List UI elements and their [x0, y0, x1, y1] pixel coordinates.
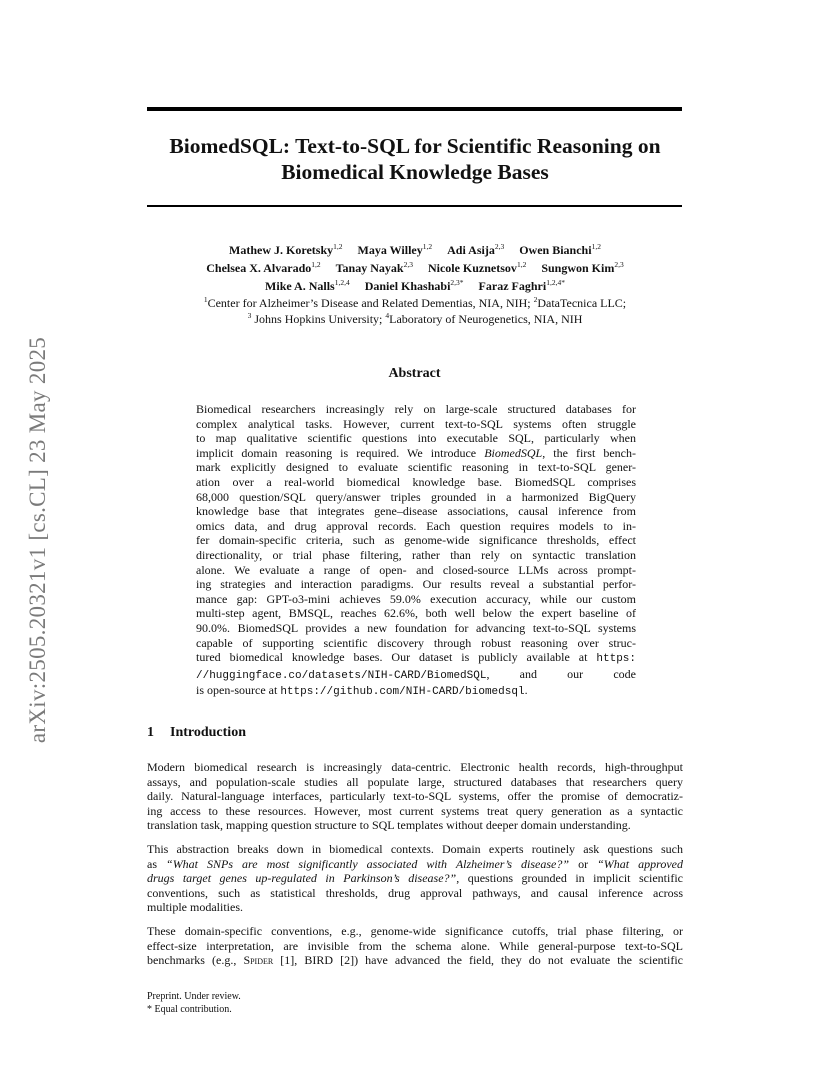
example-question-2-start: “What approved — [597, 856, 684, 871]
abstract-line: fer domain-specific criteria, such as genome-wide significance thresholds, effect — [196, 533, 636, 548]
abstract-line: knowledge base that integrates gene–disease associations, causal inference from — [196, 504, 636, 519]
abstract-line: tured biomedical knowledge bases. Our dataset is publicly available at https: — [196, 650, 636, 666]
dataset-link[interactable]: //huggingface.co/datasets/NIH-CARD/BiomedSQL — [196, 669, 487, 682]
body-line: as “What SNPs are most significantly associated with Alzheimer’s disease?” or “What approved — [147, 856, 684, 871]
example-question-2-end: drugs target genes up-regulated in Parkinson’s disease?” — [147, 871, 457, 886]
abstract-line: mark explicitly designed to evaluate scientific reasoning in text-to-SQL gener- — [196, 460, 636, 475]
abstract-line: alone. We evaluate a range of open- and closed-source LLMs across prompt- — [196, 562, 636, 577]
abstract-line: to map qualitative scientific questions into executable SQL, particularly when — [196, 431, 636, 446]
section-title: Introduction — [170, 725, 246, 740]
intro-paragraph-1 — [147, 760, 683, 833]
abstract-line: Biomedical researchers increasingly rely on large-scale structured databases for — [196, 402, 636, 416]
abstract-line: 90.0%. BiomedSQL provides a new foundation for advancing text-to-SQL systems — [196, 620, 636, 635]
example-question-1: “What SNPs are most significantly associated with Alzheimer’s disease?” — [166, 856, 570, 871]
code-repo-link[interactable]: https://github.com/NIH-CARD/biomedsql — [280, 686, 525, 699]
abstract-line: //huggingface.co/datasets/NIH-CARD/BiomedSQL, and our code — [196, 666, 636, 682]
abstract-line: multi-step agent, BMSQL, reaches 62.6%, both well below the expert baseline of — [196, 606, 636, 621]
affiliation-line-2: $^3$ Johns Hopkins University; $^4$Laboratory of Neurogenetics, NIA, NIH — [247, 311, 583, 326]
abstract-line: directionality, or trial phase filtering, rather than rely on syntactic translation — [196, 547, 636, 562]
abstract-line: implicit domain reasoning is required. We introduce BiomedSQL, the first bench- — [196, 445, 637, 460]
abstract-line: ation over a real-world biomedical knowledge base. BiomedSQL comprises — [196, 474, 636, 489]
page-footer — [147, 990, 241, 1016]
author: Faraz Faghri$^{1,2,4*}$ — [478, 278, 565, 293]
intro-paragraph-3 — [147, 924, 683, 968]
abstract-line: capable of supporting scientific discovery through robust reasoning over struc- — [196, 635, 636, 650]
author: Mike A. Nalls$^{1,2,4}$ — [265, 278, 350, 293]
author-line-3 — [130, 277, 700, 295]
author-list — [130, 241, 700, 295]
author-line-2 — [130, 259, 700, 277]
benchmark-name-emphasis: BiomedSQL — [484, 445, 543, 460]
author: Daniel Khashabi$^{2,3*}$ — [364, 278, 464, 293]
author-line-1 — [130, 241, 700, 259]
body-line: multiple modalities. — [147, 900, 243, 915]
paper-title — [130, 133, 700, 185]
arxiv-identifier-stamp — [22, 300, 54, 780]
author: Adi Asija$^{2,3}$ — [447, 242, 505, 257]
author: Mathew J. Koretsky$^{1,2}$ — [229, 242, 343, 257]
section-number: 1 — [147, 725, 154, 740]
title-line-1: BiomedSQL: Text-to-SQL for Scientific Reasoning on — [169, 134, 661, 158]
body-line: conventions, such as statistical thresholds, drug approval pathways, and causal inference across — [147, 885, 683, 900]
abstract-line: omics data, and drug approval records. Each question requires models to in- — [196, 518, 636, 533]
abstract-heading: Abstract — [388, 366, 441, 381]
footer-equal-contribution: * Equal contribution. — [147, 1004, 232, 1015]
benchmark-spider: Spider — [243, 953, 274, 968]
abstract-line: is open-source at https://github.com/NIH-CARD/biomedsql. — [196, 683, 528, 699]
title-top-rule — [147, 107, 682, 111]
abstract-line: mance gap: GPT-o3-mini achieves 59.0% execution accuracy, while our custom — [196, 591, 636, 606]
author: Owen Bianchi$^{1,2}$ — [519, 242, 601, 257]
author: Tanay Nayak$^{2,3}$ — [335, 260, 413, 275]
affiliation-line-1: $^1$Center for Alzheimer’s Disease and Related Dementias, NIA, NIH; $^2$DataTecnica LLC; — [203, 295, 627, 310]
section-heading-introduction — [147, 725, 246, 741]
dataset-url-start[interactable]: https: — [596, 653, 636, 666]
author: Sungwon Kim$^{2,3}$ — [541, 260, 624, 275]
abstract-line: 68,000 question/SQL query/answer triples grounded in a harmonized BigQuery — [196, 489, 636, 504]
body-line: effect-size interpretation, are invisible from the schema alone. While general-purpose text-to-SQL — [147, 938, 683, 953]
author: Maya Willey$^{1,2}$ — [357, 242, 433, 257]
author: Nicole Kuznetsov$^{1,2}$ — [427, 260, 527, 275]
intro-paragraph-2 — [147, 842, 683, 915]
body-line: This abstraction breaks down in biomedical contexts. Domain experts routinely ask questions such — [147, 842, 683, 856]
title-line-2: Biomedical Knowledge Bases — [281, 160, 549, 184]
body-line: benchmarks (e.g., Spider [1], BIRD [2]) have advanced the field, they do not evaluate the scientific — [147, 953, 683, 968]
body-line: ing access to these resources. However, most current systems treat query generation as a syntactic — [147, 803, 683, 818]
affiliations — [130, 295, 700, 327]
body-line: drugs target genes up-regulated in Parkinson’s disease?”, questions grounded in implicit scientific — [147, 871, 683, 886]
footer-preprint-note: Preprint. Under review. — [147, 991, 241, 1002]
body-line: These domain-specific conventions, e.g., genome-wide significance cutoffs, trial phase filtering, or — [147, 924, 683, 938]
arxiv-identifier-text: arXiv:2505.20321v1 [cs.CL] 23 May 2025 — [25, 336, 50, 744]
abstract-line: ing strategies and interaction paradigms. Our results reveal a substantial perfor- — [196, 577, 636, 592]
body-line: translation task, mapping question structure to SQL templates without deeper domain understanding. — [147, 818, 631, 833]
abstract-body — [196, 402, 636, 700]
abstract-line: complex analytical tasks. However, current text-to-SQL systems often struggle — [196, 416, 636, 431]
title-bottom-rule — [147, 205, 682, 207]
body-line: assays, and population-scale studies all populate large, structured databases that researchers query — [147, 774, 683, 789]
body-line: Modern biomedical research is increasingly data-centric. Electronic health records, high-throughput — [147, 760, 683, 774]
body-line: daily. Natural-language interfaces, particularly text-to-SQL systems, offer the promise of democratiz- — [147, 789, 683, 804]
author: Chelsea X. Alvarado$^{1,2}$ — [206, 260, 321, 275]
